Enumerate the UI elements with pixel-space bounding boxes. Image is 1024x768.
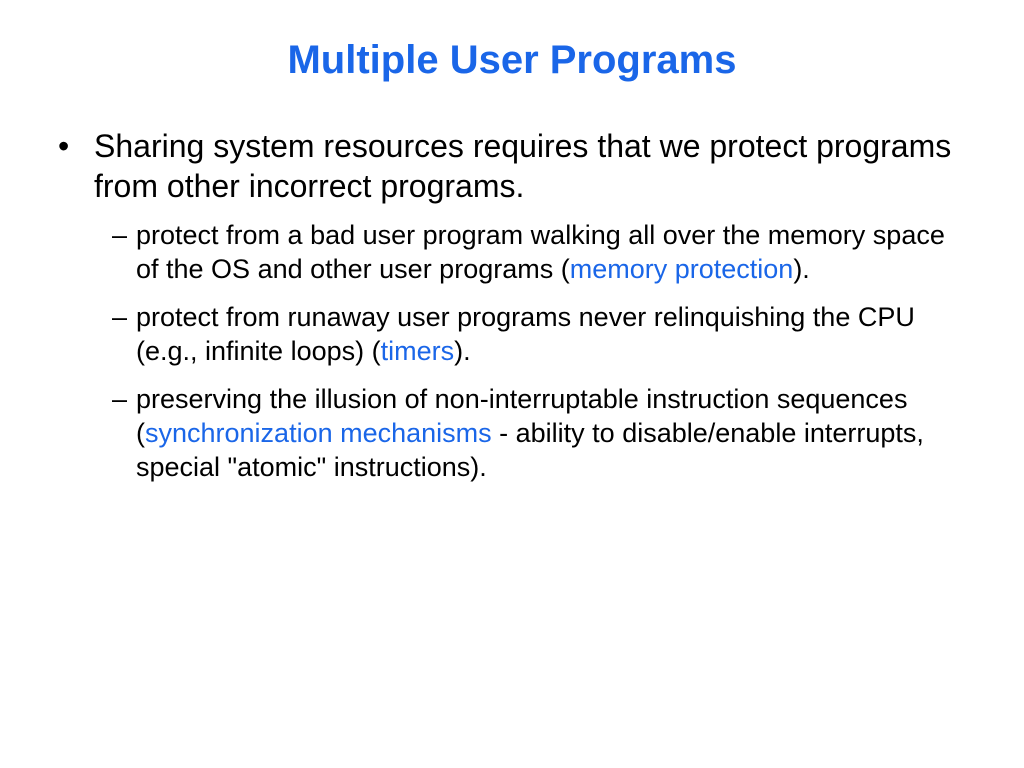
dash-marker: – [112,220,128,250]
slide-title: Multiple User Programs [287,38,737,82]
sub-bullet-text: preserving the illusion of non-interruptable instruction sequences ( [136,384,908,448]
sub-bullet-text-end: ). [793,254,810,284]
highlight-timers: timers [380,336,455,366]
sub-bullet-synchronization [112,382,968,484]
bullet-list [58,126,968,498]
sub-bullet-timers [112,300,968,368]
highlight-memory-protection: memory protection [569,254,794,284]
sub-bullet-text-end: - ability to disable/enable interrupts, special "atomic" instructions). [136,418,924,482]
dash-marker: – [112,384,128,414]
sub-bullet-text: protect from runaway user programs never relinquishing the CPU (e.g., infinite loops) ( [136,302,915,366]
dash-marker: – [112,302,128,332]
bullet-text: Sharing system resources requires that we protect programs from other incorrect programs. [94,128,952,204]
sub-bullet-list [112,218,968,484]
sub-bullet-memory-protection [112,218,968,286]
sub-bullet-text: protect from a bad user program walking all over the memory space of the OS and other user programs ( [136,220,945,284]
bullet-item-sharing-resources [58,126,968,206]
sub-bullet-text-end: ). [454,336,471,366]
highlight-synchronization-mechanisms: synchronization mechanisms [145,418,492,448]
bullet-marker: • [58,128,70,164]
